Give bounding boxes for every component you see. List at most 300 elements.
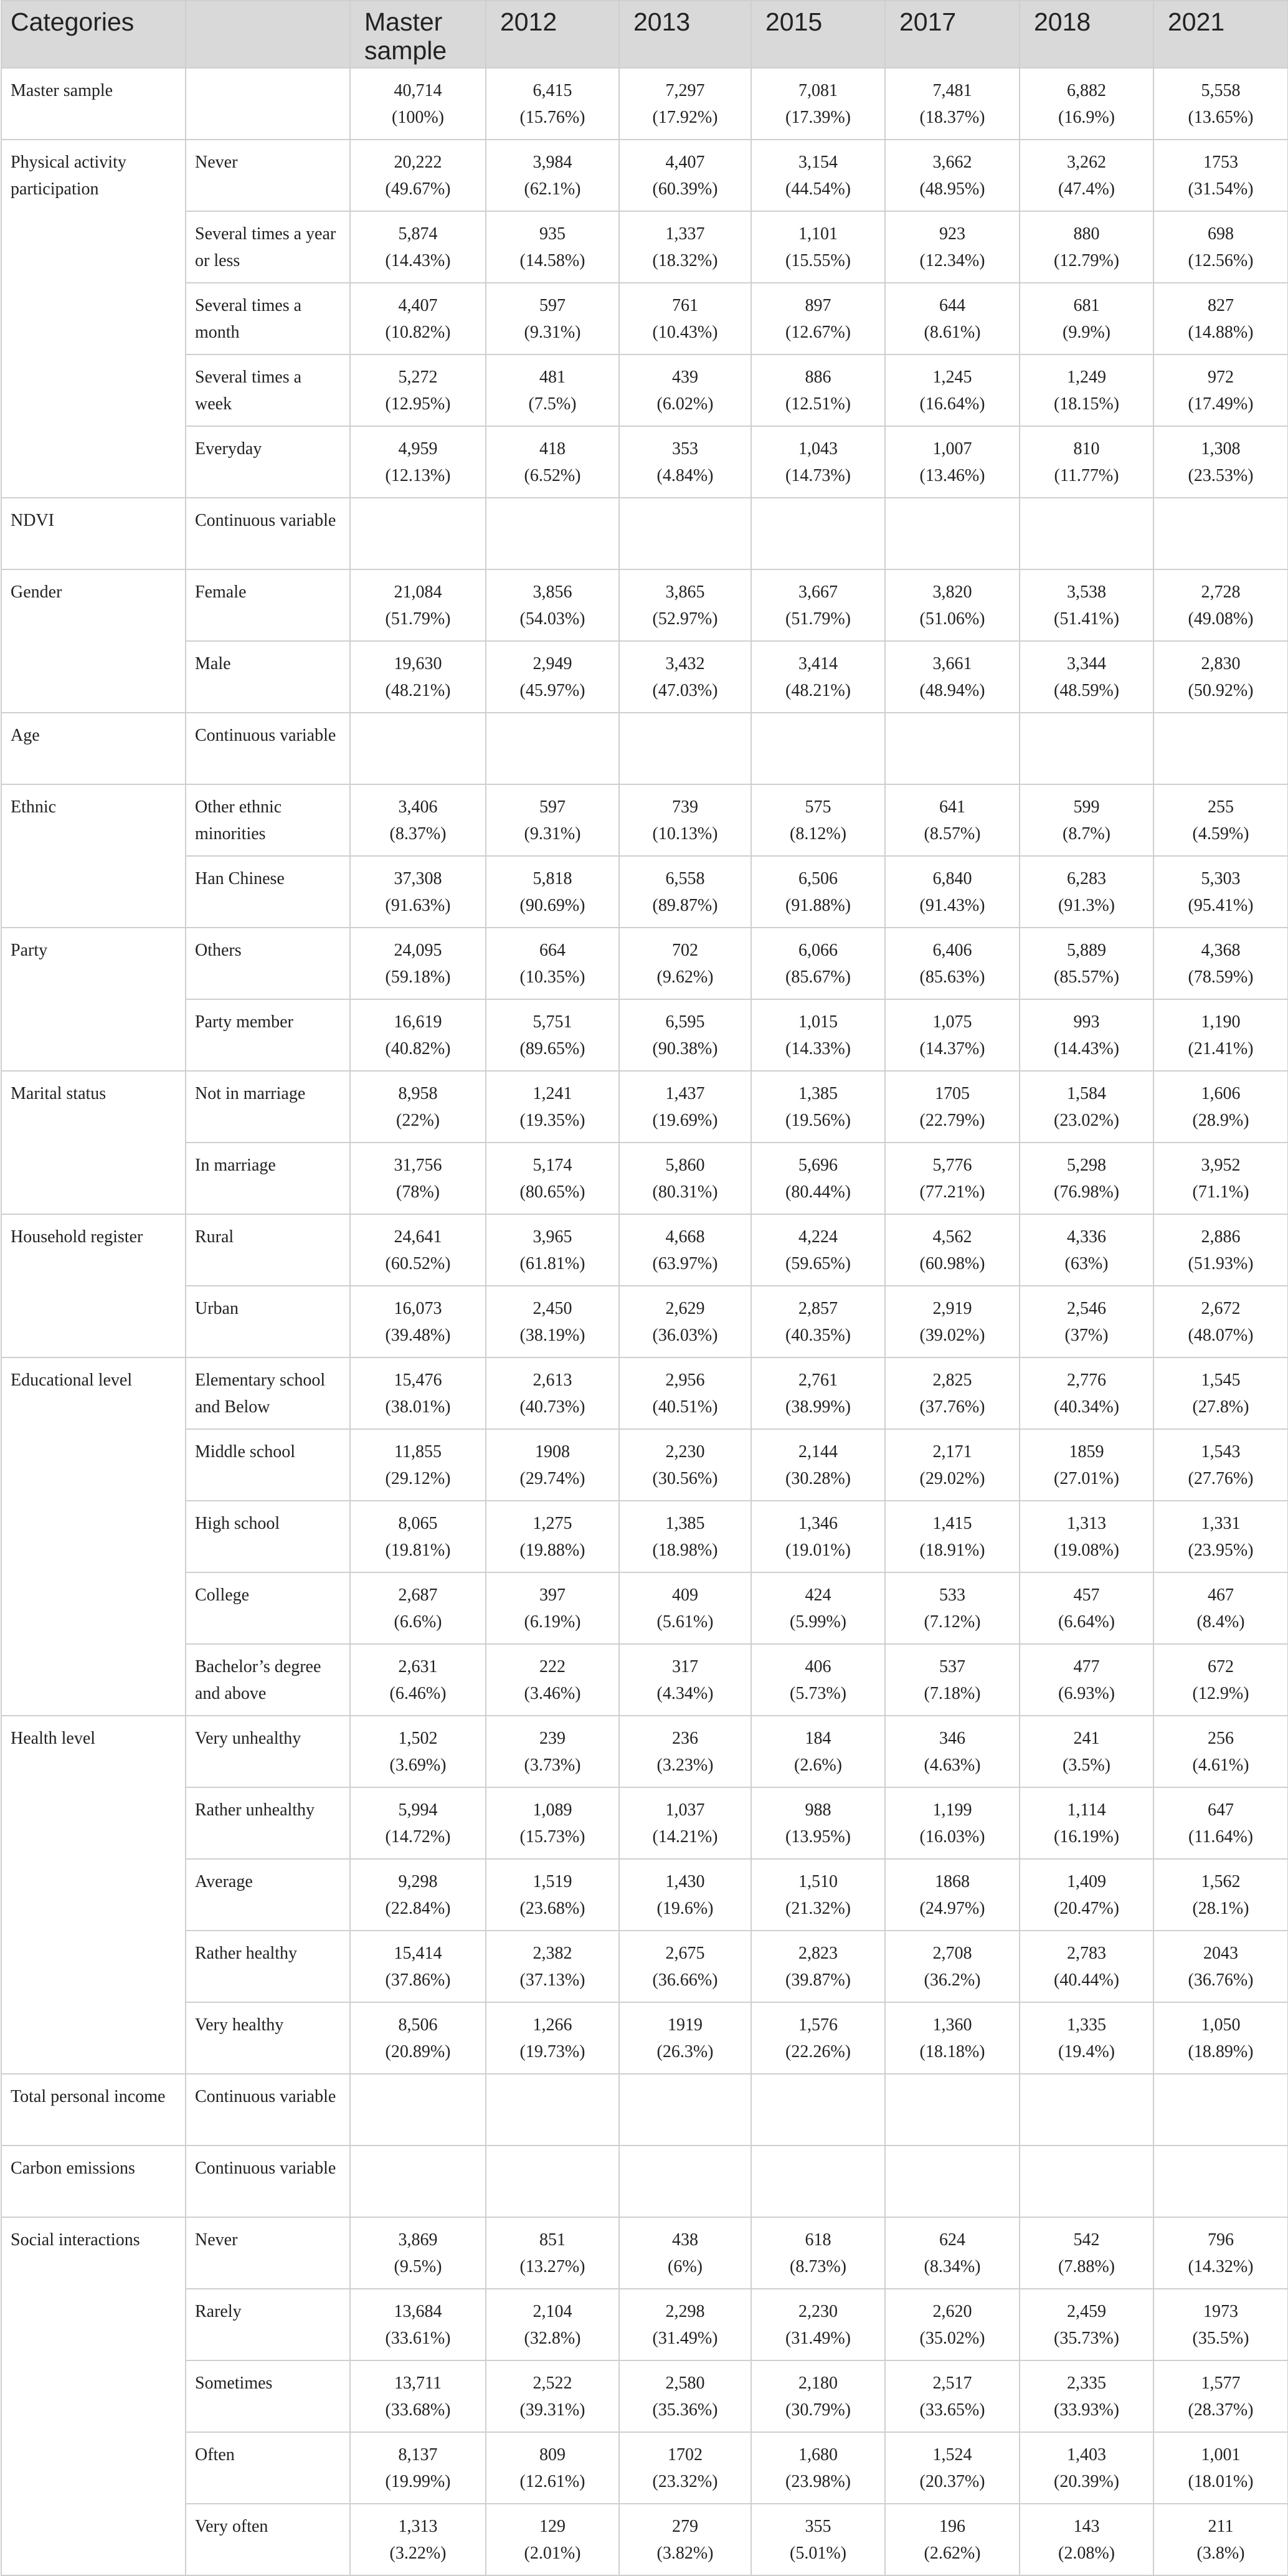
value-cell	[885, 569, 1020, 641]
value-cell	[1020, 1716, 1153, 1787]
category-cell: Gender	[1, 569, 186, 713]
count-value: 3,856	[533, 582, 572, 602]
count-value: 6,595	[665, 1012, 705, 1032]
count-value: 5,818	[533, 869, 572, 888]
value-cell	[885, 2146, 1020, 2217]
percent-value: (91.3%)	[1058, 896, 1115, 915]
table-row	[1, 2074, 1288, 2146]
count-value: 2,761	[798, 1371, 838, 1390]
value-cell	[751, 856, 885, 928]
count-value: 418	[539, 439, 566, 459]
value-cell	[1020, 1572, 1153, 1644]
subcategory-cell: Continuous variable	[186, 2074, 350, 2146]
value-cell	[1153, 2074, 1288, 2146]
percent-value: (16.64%)	[919, 394, 985, 414]
percent-value: (7.88%)	[1058, 2257, 1115, 2276]
value-cell	[1020, 1501, 1153, 1572]
count-value: 1,275	[533, 1514, 572, 1533]
header-2021: 2021	[1153, 1, 1288, 68]
percent-value: (14.32%)	[1188, 2257, 1254, 2276]
subcategory-cell: Rather unhealthy	[186, 1787, 350, 1859]
value-cell	[751, 2074, 885, 2146]
value-cell	[751, 1429, 885, 1501]
percent-value: (49.67%)	[385, 179, 451, 199]
percent-value: (15.55%)	[785, 251, 851, 270]
percent-value: (30.56%)	[652, 1469, 718, 1488]
subcategory-cell: Urban	[186, 1286, 350, 1357]
percent-value: (14.21%)	[652, 1827, 718, 1846]
value-cell	[619, 2504, 751, 2575]
count-value: 597	[539, 797, 566, 817]
value-cell	[751, 928, 885, 999]
value-cell	[1020, 1071, 1153, 1143]
percent-value: (31.49%)	[785, 2329, 851, 2348]
value-cell	[619, 68, 751, 140]
percent-value: (90.69%)	[519, 896, 585, 915]
table-row	[1, 211, 1288, 283]
value-cell	[486, 1214, 619, 1286]
percent-value: (31.54%)	[1188, 179, 1254, 199]
percent-value: (7.18%)	[924, 1684, 981, 1703]
percent-value: (63.97%)	[652, 1254, 718, 1273]
value-cell	[350, 2074, 486, 2146]
percent-value: (17.39%)	[785, 108, 851, 127]
value-cell	[619, 2146, 751, 2217]
table-row	[1, 928, 1288, 999]
table-row	[1, 1644, 1288, 1716]
value-cell	[350, 1931, 486, 2002]
value-cell	[1153, 1429, 1288, 1501]
value-cell	[486, 354, 619, 426]
percent-value: (9.31%)	[524, 824, 581, 844]
table-row	[1, 68, 1288, 140]
count-value: 8,958	[398, 1084, 438, 1103]
value-cell	[1153, 999, 1288, 1071]
value-cell	[1153, 2217, 1288, 2289]
count-value: 24,095	[394, 941, 442, 960]
percent-value: (22.84%)	[385, 1899, 451, 1918]
value-cell	[350, 2146, 486, 2217]
count-value: 575	[805, 797, 831, 817]
percent-value: (6.93%)	[1058, 1684, 1115, 1703]
percent-value: (18.18%)	[919, 2042, 985, 2061]
value-cell	[1020, 1429, 1153, 1501]
count-value: 6,406	[932, 941, 972, 960]
percent-value: (36.2%)	[924, 1970, 981, 1990]
value-cell	[1020, 1357, 1153, 1429]
count-value: 5,889	[1067, 941, 1106, 960]
count-value: 5,303	[1201, 869, 1241, 888]
count-value: 4,407	[398, 296, 438, 315]
count-value: 3,965	[533, 1227, 572, 1247]
subcategory-cell: Continuous variable	[186, 498, 350, 569]
value-cell	[885, 713, 1020, 784]
percent-value: (6.19%)	[524, 1612, 581, 1632]
percent-value: (91.88%)	[785, 896, 851, 915]
count-value: 481	[539, 368, 566, 387]
percent-value: (8.37%)	[389, 824, 447, 844]
percent-value: (48.21%)	[785, 681, 851, 700]
value-cell	[350, 641, 486, 713]
table-row	[1, 1787, 1288, 1859]
percent-value: (12.61%)	[519, 2472, 585, 2491]
table-row	[1, 1716, 1288, 1787]
count-value: 255	[1208, 797, 1234, 817]
count-value: 1,190	[1201, 1012, 1241, 1032]
percent-value: (31.49%)	[652, 2329, 718, 2348]
percent-value: (39.02%)	[919, 1326, 985, 1345]
value-cell	[619, 1787, 751, 1859]
count-value: 3,662	[932, 153, 972, 172]
count-value: 6,840	[932, 869, 972, 888]
value-cell	[350, 999, 486, 1071]
count-value: 827	[1208, 296, 1234, 315]
value-cell	[486, 1071, 619, 1143]
count-value: 20,222	[394, 153, 442, 172]
value-cell	[1020, 928, 1153, 999]
count-value: 7,481	[932, 81, 972, 100]
percent-value: (51.79%)	[385, 609, 451, 629]
count-value: 1,114	[1067, 1800, 1106, 1820]
percent-value: (14.43%)	[1054, 1039, 1119, 1058]
percent-value: (40.51%)	[652, 1397, 718, 1417]
table-header	[1, 1, 1288, 68]
count-value: 599	[1073, 797, 1100, 817]
percent-value: (11.77%)	[1054, 466, 1119, 485]
value-cell	[885, 1787, 1020, 1859]
table-row	[1, 1286, 1288, 1357]
count-value: 211	[1208, 2517, 1234, 2536]
value-cell	[1020, 1286, 1153, 1357]
value-cell	[1153, 283, 1288, 354]
count-value: 1,577	[1201, 2374, 1241, 2393]
value-cell	[350, 1501, 486, 1572]
count-value: 2,522	[533, 2374, 572, 2393]
count-value: 618	[805, 2230, 831, 2250]
value-cell	[1153, 1143, 1288, 1214]
value-cell	[1153, 569, 1288, 641]
value-cell	[885, 354, 1020, 426]
value-cell	[1020, 140, 1153, 211]
value-cell	[1153, 2432, 1288, 2504]
percent-value: (30.79%)	[785, 2400, 851, 2420]
count-value: 129	[539, 2517, 566, 2536]
value-cell	[751, 426, 885, 498]
count-value: 2,171	[932, 1442, 972, 1461]
percent-value: (10.82%)	[385, 323, 451, 342]
percent-value: (8.61%)	[924, 323, 981, 342]
percent-value: (9.9%)	[1063, 323, 1110, 342]
percent-value: (95.41%)	[1188, 896, 1254, 915]
count-value: 2,144	[798, 1442, 838, 1461]
value-cell	[751, 1572, 885, 1644]
percent-value: (23.98%)	[785, 2472, 851, 2491]
count-value: 2,776	[1067, 1371, 1106, 1390]
value-cell	[885, 2504, 1020, 2575]
percent-value: (50.92%)	[1188, 681, 1254, 700]
percent-value: (35.73%)	[1054, 2329, 1119, 2348]
category-cell: Age	[1, 713, 186, 784]
percent-value: (4.59%)	[1192, 824, 1249, 844]
count-value: 438	[672, 2230, 698, 2250]
value-cell	[1153, 211, 1288, 283]
percent-value: (48.95%)	[919, 179, 985, 199]
count-value: 2,675	[665, 1944, 705, 1963]
value-cell	[1153, 1357, 1288, 1429]
count-value: 644	[939, 296, 965, 315]
count-value: 2,783	[1067, 1944, 1106, 1963]
count-value: 761	[672, 296, 698, 315]
count-value: 6,506	[798, 869, 838, 888]
table-row	[1, 2504, 1288, 2575]
percent-value: (10.13%)	[652, 824, 718, 844]
value-cell	[751, 1214, 885, 1286]
count-value: 16,073	[394, 1299, 442, 1318]
value-cell	[619, 1214, 751, 1286]
value-cell	[751, 498, 885, 569]
value-cell	[350, 1071, 486, 1143]
value-cell	[486, 1143, 619, 1214]
count-value: 196	[939, 2517, 965, 2536]
percent-value: (36.76%)	[1188, 1970, 1254, 1990]
value-cell	[486, 569, 619, 641]
value-cell	[619, 2289, 751, 2360]
percent-value: (27.01%)	[1054, 1469, 1119, 1488]
count-value: 3,538	[1067, 582, 1106, 602]
value-cell	[350, 1429, 486, 1501]
percent-value: (24.97%)	[919, 1899, 985, 1918]
count-value: 3,952	[1201, 1156, 1241, 1175]
value-cell	[751, 1357, 885, 1429]
subcategory-cell: Several times a year or less	[186, 211, 350, 283]
count-value: 681	[1073, 296, 1100, 315]
count-value: 3,865	[665, 582, 705, 602]
value-cell	[350, 784, 486, 856]
value-cell	[751, 1859, 885, 1931]
percent-value: (18.15%)	[1054, 394, 1119, 414]
value-cell	[751, 354, 885, 426]
subcategory-cell: Middle school	[186, 1429, 350, 1501]
count-value: 2,728	[1201, 582, 1241, 602]
value-cell	[350, 426, 486, 498]
value-cell	[1020, 641, 1153, 713]
value-cell	[486, 2146, 619, 2217]
count-value: 6,558	[665, 869, 705, 888]
percent-value: (59.65%)	[785, 1254, 851, 1273]
value-cell	[486, 784, 619, 856]
percent-value: (37.13%)	[519, 1970, 585, 1990]
count-value: 9,298	[398, 1872, 438, 1891]
value-cell	[885, 2360, 1020, 2432]
count-value: 4,959	[398, 439, 438, 459]
value-cell	[751, 2360, 885, 2432]
percent-value: (6%)	[668, 2257, 703, 2276]
count-value: 698	[1208, 224, 1234, 244]
value-cell	[350, 2217, 486, 2289]
percent-value: (3.5%)	[1063, 1756, 1110, 1775]
count-value: 1,415	[932, 1514, 972, 1533]
percent-value: (11.64%)	[1188, 1827, 1253, 1846]
table-row	[1, 641, 1288, 713]
value-cell	[1020, 569, 1153, 641]
percent-value: (85.63%)	[919, 967, 985, 987]
value-cell	[619, 2360, 751, 2432]
value-cell	[486, 426, 619, 498]
category-cell: Health level	[1, 1716, 186, 2074]
value-cell	[1020, 2504, 1153, 2575]
value-cell	[1020, 2289, 1153, 2360]
value-cell	[1020, 2360, 1153, 2432]
count-value: 6,415	[533, 81, 572, 100]
value-cell	[619, 1357, 751, 1429]
value-cell	[1020, 211, 1153, 283]
count-value: 988	[805, 1800, 831, 1820]
percent-value: (19.56%)	[785, 1111, 851, 1130]
percent-value: (21.32%)	[785, 1899, 851, 1918]
value-cell	[350, 2002, 486, 2074]
value-cell	[1153, 1501, 1288, 1572]
percent-value: (13.27%)	[519, 2257, 585, 2276]
percent-value: (19.35%)	[519, 1111, 585, 1130]
value-cell	[350, 1143, 486, 1214]
percent-value: (19.6%)	[656, 1899, 714, 1918]
percent-value: (78%)	[396, 1182, 440, 1202]
value-cell	[1020, 1644, 1153, 1716]
percent-value: (18.01%)	[1188, 2472, 1254, 2491]
count-value: 851	[539, 2230, 566, 2250]
value-cell	[619, 713, 751, 784]
percent-value: (10.43%)	[652, 323, 718, 342]
count-value: 672	[1208, 1657, 1234, 1676]
value-cell	[751, 641, 885, 713]
value-cell	[350, 2432, 486, 2504]
table-row	[1, 1859, 1288, 1931]
table-row	[1, 1357, 1288, 1429]
count-value: 1,050	[1201, 2015, 1241, 2035]
percent-value: (26.3%)	[656, 2042, 714, 2061]
value-cell	[486, 2074, 619, 2146]
count-value: 1,245	[932, 368, 972, 387]
percent-value: (14.88%)	[1188, 323, 1254, 342]
category-cell: NDVI	[1, 498, 186, 569]
value-cell	[1153, 1787, 1288, 1859]
count-value: 4,368	[1201, 941, 1241, 960]
subcategory-cell: Male	[186, 641, 350, 713]
value-cell	[619, 211, 751, 283]
count-value: 2,298	[665, 2302, 705, 2321]
count-value: 5,874	[398, 224, 438, 244]
count-value: 13,711	[394, 2374, 442, 2393]
subcategory-cell: Several times a week	[186, 354, 350, 426]
percent-value: (16.19%)	[1054, 1827, 1119, 1846]
value-cell	[350, 1644, 486, 1716]
value-cell	[619, 2074, 751, 2146]
value-cell	[486, 1787, 619, 1859]
count-value: 5,298	[1067, 1156, 1106, 1175]
subcategory-cell: Not in marriage	[186, 1071, 350, 1143]
percent-value: (51.79%)	[785, 609, 851, 629]
percent-value: (6.46%)	[389, 1684, 447, 1703]
percent-value: (48.94%)	[919, 681, 985, 700]
count-value: 1,403	[1067, 2445, 1106, 2464]
value-cell	[885, 283, 1020, 354]
category-cell: Household register	[1, 1214, 186, 1357]
count-value: 810	[1073, 439, 1100, 459]
percent-value: (14.73%)	[785, 466, 851, 485]
count-value: 477	[1073, 1657, 1100, 1676]
count-value: 15,476	[394, 1371, 442, 1390]
percent-value: (80.44%)	[785, 1182, 851, 1202]
count-value: 13,684	[394, 2302, 442, 2321]
value-cell	[1020, 1931, 1153, 2002]
value-cell	[619, 498, 751, 569]
value-cell	[619, 569, 751, 641]
percent-value: (13.65%)	[1188, 108, 1254, 127]
percent-value: (19.73%)	[519, 2042, 585, 2061]
value-cell	[885, 498, 1020, 569]
count-value: 1,249	[1067, 368, 1106, 387]
value-cell	[885, 1286, 1020, 1357]
table-row	[1, 2289, 1288, 2360]
value-cell	[751, 784, 885, 856]
count-value: 3,661	[932, 654, 972, 673]
percent-value: (2.6%)	[794, 1756, 842, 1775]
value-cell	[1153, 1071, 1288, 1143]
value-cell	[486, 211, 619, 283]
value-cell	[1153, 68, 1288, 140]
percent-value: (2.01%)	[524, 2544, 581, 2563]
subcategory-cell	[186, 68, 350, 140]
count-value: 2,230	[798, 2302, 838, 2321]
count-value: 1,266	[533, 2015, 572, 2035]
percent-value: (20.47%)	[1054, 1899, 1119, 1918]
count-value: 11,855	[394, 1442, 442, 1461]
percent-value: (40.35%)	[785, 1326, 851, 1345]
table-row	[1, 999, 1288, 1071]
value-cell	[885, 1501, 1020, 1572]
subcategory-cell: Rural	[186, 1214, 350, 1286]
count-value: 2043	[1203, 1944, 1238, 1963]
count-value: 5,174	[533, 1156, 572, 1175]
percent-value: (33.61%)	[385, 2329, 451, 2348]
value-cell	[619, 426, 751, 498]
count-value: 2,180	[798, 2374, 838, 2393]
count-value: 1,584	[1067, 1084, 1106, 1103]
count-value: 2,687	[398, 1585, 438, 1605]
count-value: 1,015	[798, 1012, 838, 1032]
percent-value: (2.62%)	[924, 2544, 981, 2563]
count-value: 31,756	[394, 1156, 442, 1175]
percent-value: (29.74%)	[519, 1469, 585, 1488]
header-2017: 2017	[885, 1, 1020, 68]
value-cell	[350, 1859, 486, 1931]
subcategory-cell: High school	[186, 1501, 350, 1572]
percent-value: (15.76%)	[519, 108, 585, 127]
percent-value: (5.61%)	[656, 1612, 714, 1632]
value-cell	[350, 354, 486, 426]
percent-value: (33.93%)	[1054, 2400, 1119, 2420]
value-cell	[1153, 784, 1288, 856]
value-cell	[486, 2002, 619, 2074]
value-cell	[885, 1931, 1020, 2002]
percent-value: (16.9%)	[1058, 108, 1115, 127]
count-value: 7,297	[665, 81, 705, 100]
percent-value: (33.68%)	[385, 2400, 451, 2420]
count-value: 19,630	[394, 654, 442, 673]
count-value: 15,414	[394, 1944, 442, 1963]
value-cell	[350, 1716, 486, 1787]
percent-value: (12.95%)	[385, 394, 451, 414]
